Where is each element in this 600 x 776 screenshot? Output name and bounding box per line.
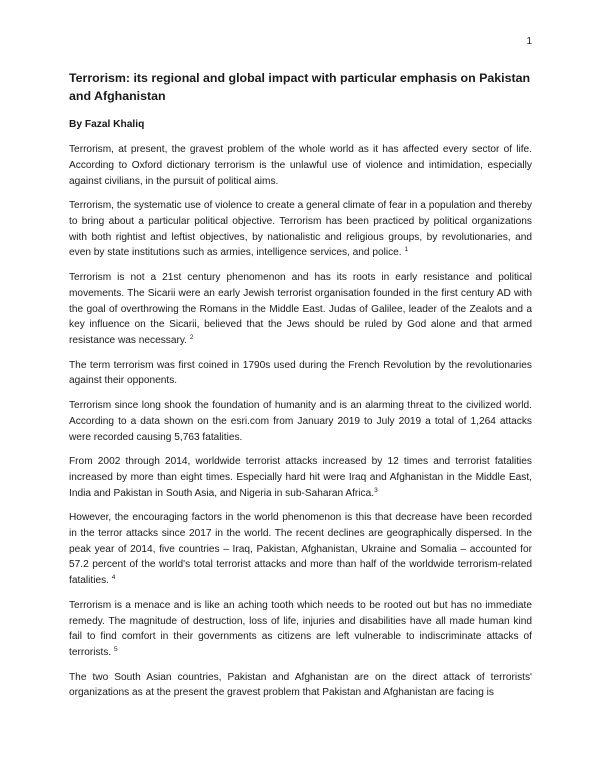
footnote-ref: 3 <box>374 486 378 494</box>
footnote-ref: 2 <box>189 334 194 342</box>
author-byline: By Fazal Khaliq <box>69 119 145 130</box>
document-body <box>69 142 532 710</box>
paragraph: Terrorism, at present, the gravest problem of the whole world as it has affected every sector of life. According to Oxford dictionary terrorism is the unlawful use of violence and intimidation, especially against civilians, in the pursuit of political aims. <box>69 144 532 187</box>
document-title: Terrorism: its regional and global impact with particular emphasis on Pakistan and Afghanistan <box>69 71 531 103</box>
paragraph: Terrorism, the systematic use of violence to create a general climate of fear in a population and thereby to bring about a particular political objective. Terrorism has been practiced by political organizations with both rightist and leftist objectives, by nationalistic and religious groups, by revolutionaries, and even by state institutions such as armies, intelligence services, and police. $^1$ <box>69 200 532 259</box>
page-number: 1 <box>526 36 532 47</box>
footnote-ref: 5 <box>114 646 118 654</box>
paragraph: The term terrorism was first coined in 1790s used during the French Revolution by the revolutionaries against their opponents. <box>69 359 532 387</box>
footnote-ref: 1 <box>404 246 409 254</box>
paragraph: Terrorism is not a 21st century phenomenon and has its roots in early resistance and political movements. The Sicarii were an early Jewish terrorist organisation founded in the first century AD with the goal of overthrowing the Romans in the Middle East. Judas of Galilee, leader of the Zealots and a key influence on the Sicarii, believed that the Jews should be ruled by God alone and that armed resistance was necessary. $^2$ <box>69 271 532 347</box>
footnote-ref: 4 <box>111 574 116 582</box>
paragraph: However, the encouraging factors in the world phenomenon is this that decrease have been recorded in the terror attacks since 2017 in the world. The recent declines are geographically dispersed. In the peak year of 2014, five countries – Iraq, Pakistan, Afghanistan, Ukraine and Somalia – accounted for 57.2 percent of the world's total terrorist attacks and more than half of the worldwide terrorism-related fatalities. $^4$ <box>69 512 532 587</box>
paragraph: Terrorism since long shook the foundation of humanity and is an alarming threat to the civilized world. According to a data shown on the esri.com from January 2019 to July 2019 a total of 1,264 attacks were recorded causing 5,763 fatalities. <box>69 399 532 443</box>
paragraph: Terrorism is a menace and is like an aching tooth which needs to be rooted out but has no immediate remedy. The magnitude of destruction, loss of life, injuries and disabilities have all made human kind fail to find comfort in their governments as citizens are left vulnerable to indiscriminate attacks of terrorists. $^5$ <box>69 599 532 659</box>
paragraph: The two South Asian countries, Pakistan and Afghanistan are on the direct attack of terrorists' organizations as at the present the gravest problem that Pakistan and Afghanistan are facing is <box>69 671 532 699</box>
paragraph: From 2002 through 2014, worldwide terrorist attacks increased by 12 times and terrorist fatalities increased by more than eight times. Especially hard hit were Iraq and Afghanistan in the Middle East, India and Pakistan in South Asia, and Nigeria in sub-Saharan Africa.$^3$ <box>69 455 532 499</box>
